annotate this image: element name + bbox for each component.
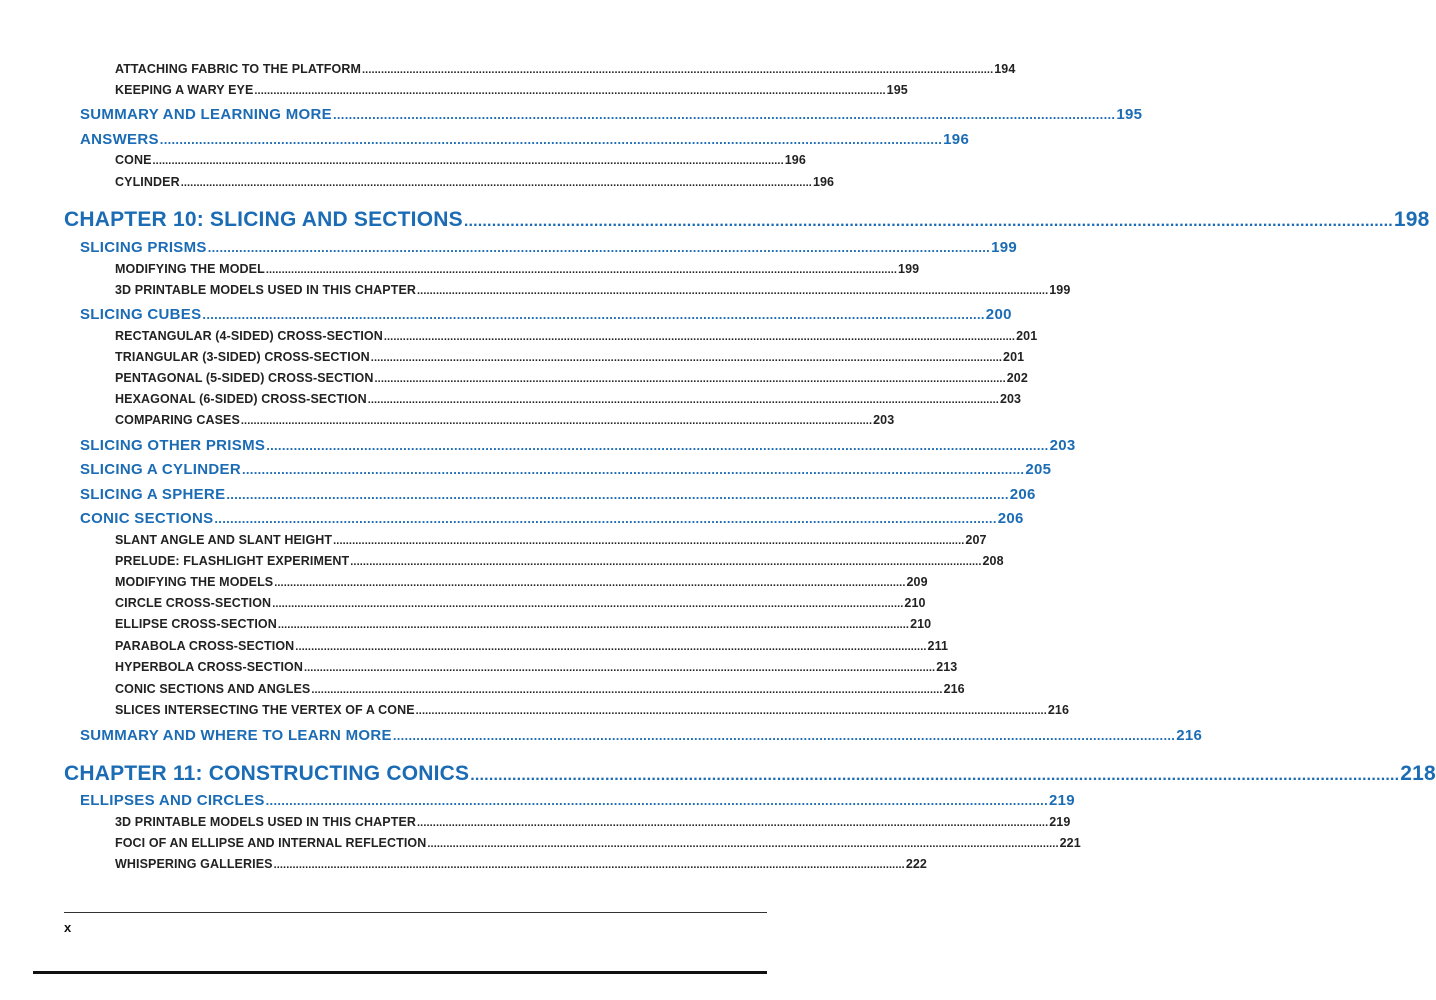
dot-leader: ........................................................................................................................................................................................................ [226, 487, 1009, 502]
dot-leader: ........................................................................................................................................................................................................ [470, 767, 1400, 784]
toc-entry-title: PARABOLA CROSS-SECTION [115, 639, 295, 653]
toc-subsection-entry [115, 262, 920, 280]
toc-chapter-entry [64, 208, 1430, 236]
toc-subsection-entry [115, 617, 932, 635]
dot-leader: ........................................................................................................................................................................................................ [417, 817, 1049, 829]
toc-page-number: 218 [1400, 762, 1436, 785]
toc-entry-title: CONIC SECTIONS AND ANGLES [115, 682, 311, 696]
toc-section-entry [80, 486, 1036, 506]
dot-leader: ........................................................................................................................................................................................................ [295, 641, 927, 653]
toc-subsection-entry [115, 857, 927, 875]
toc-page-number: 195 [1116, 106, 1143, 123]
dot-leader: ........................................................................................................................................................................................................ [362, 64, 994, 76]
dot-leader: ........................................................................................................................................................................................................ [241, 462, 1025, 477]
dot-leader: ........................................................................................................................................................................................................ [266, 438, 1049, 453]
toc-entry-title: CIRCLE CROSS-SECTION [115, 596, 272, 610]
toc-entry-title: SLANT ANGLE AND SLANT HEIGHT [115, 533, 333, 547]
dot-leader: ........................................................................................................................................................................................................ [277, 619, 910, 631]
toc-subsection-entry [115, 62, 1016, 80]
dot-leader: ........................................................................................................................................................................................................ [202, 307, 985, 322]
dot-leader: ........................................................................................................................................................................................................ [274, 577, 906, 589]
toc-page-number: 201 [1003, 350, 1025, 364]
toc-page-number: 201 [1016, 329, 1038, 343]
toc-page-number: 211 [927, 639, 948, 653]
dot-leader: ........................................................................................................................................................................................................ [159, 132, 943, 147]
toc-entry-title: PRELUDE: FLASHLIGHT EXPERIMENT [115, 554, 350, 568]
dot-leader: ........................................................................................................................................................................................................ [265, 264, 898, 276]
toc-entry-title: CHAPTER 11: CONSTRUCTING CONICS [64, 762, 470, 785]
dot-leader: ........................................................................................................................................................................................................ [370, 352, 1003, 364]
toc-page-number: 194 [994, 62, 1016, 76]
toc-section-entry [80, 131, 970, 151]
toc-entry-title: ELLIPSE CROSS-SECTION [115, 617, 277, 631]
toc-entry-title: CYLINDER [115, 175, 180, 189]
dot-leader: ........................................................................................................................................................................................................ [367, 394, 999, 406]
toc-entry-title: SLICING A CYLINDER [80, 461, 241, 478]
toc-page-number: 206 [1009, 486, 1036, 503]
toc-section-entry [80, 239, 1018, 259]
toc-subsection-entry [115, 413, 895, 431]
toc-entry-title: SLICING PRISMS [80, 239, 207, 256]
toc-subsection-entry [115, 350, 1025, 368]
dot-leader: ........................................................................................................................................................................................................ [273, 859, 905, 871]
toc-entry-title: 3D PRINTABLE MODELS USED IN THIS CHAPTER [115, 283, 417, 297]
toc-entry-title: SLICING CUBES [80, 306, 202, 323]
toc-page-number: 200 [985, 306, 1012, 323]
dot-leader: ........................................................................................................................................................................................................ [463, 213, 1393, 230]
toc-page-number: 222 [905, 857, 927, 871]
toc-subsection-entry [115, 153, 806, 171]
toc-entry-title: FOCI OF AN ELLIPSE AND INTERNAL REFLECTION [115, 836, 427, 850]
toc-entry-title: HYPERBOLA CROSS-SECTION [115, 660, 303, 674]
toc-subsection-entry [115, 596, 926, 614]
toc-subsection-entry [115, 329, 1038, 347]
toc-entry-title: MODIFYING THE MODELS [115, 575, 274, 589]
dot-leader: ........................................................................................................................................................................................................ [311, 684, 943, 696]
dot-leader: ........................................................................................................................................................................................................ [417, 285, 1049, 297]
toc-entry-title: COMPARING CASES [115, 413, 240, 427]
toc-entry-title: MODIFYING THE MODEL [115, 262, 265, 276]
toc-page-number: 219 [1049, 815, 1071, 829]
toc-entry-title: SUMMARY AND LEARNING MORE [80, 106, 332, 123]
toc-subsection-entry [115, 283, 1071, 301]
toc-page-number: 199 [1049, 283, 1071, 297]
toc-page-number: 203 [873, 413, 895, 427]
footer-rule [64, 912, 767, 913]
toc-subsection-entry [115, 815, 1071, 833]
toc-page-number: 216 [943, 682, 965, 696]
dot-leader: ........................................................................................................................................................................................................ [333, 535, 965, 547]
toc-subsection-entry [115, 836, 1081, 854]
toc-subsection-entry [115, 703, 1070, 721]
toc-subsection-entry [115, 639, 948, 657]
dot-leader: ........................................................................................................................................................................................................ [427, 838, 1059, 850]
toc-entry-title: SLICING A SPHERE [80, 486, 226, 503]
toc-page-number: 219 [1049, 792, 1075, 809]
toc-section-entry [80, 727, 1203, 747]
toc-page-number: 206 [997, 510, 1024, 527]
toc-subsection-entry [115, 660, 958, 678]
toc-section-entry [80, 437, 1076, 457]
dot-leader: ........................................................................................................................................................................................................ [350, 556, 982, 568]
toc-subsection-entry [115, 175, 835, 193]
toc-entry-title: HEXAGONAL (6-SIDED) CROSS-SECTION [115, 392, 367, 406]
toc-page-number: 202 [1006, 371, 1028, 385]
toc-page-number: 210 [910, 617, 932, 631]
toc-subsection-entry [115, 682, 965, 700]
toc-page-number: 196 [784, 153, 806, 167]
toc-entry-title: 3D PRINTABLE MODELS USED IN THIS CHAPTER [115, 815, 417, 829]
toc-section-entry [80, 306, 1012, 326]
dot-leader: ........................................................................................................................................................................................................ [272, 598, 904, 610]
toc-page-number: 207 [965, 533, 987, 547]
toc-page-number: 216 [1176, 727, 1203, 744]
toc-subsection-entry [115, 371, 1028, 389]
page-folio: x [64, 920, 72, 935]
toc-section-entry [80, 510, 1024, 530]
toc-subsection-entry [115, 554, 1004, 572]
dot-leader: ........................................................................................................................................................................................................ [207, 240, 991, 255]
dot-leader: ........................................................................................................................................................................................................ [214, 511, 997, 526]
toc-page-number: 213 [936, 660, 958, 674]
toc-entry-title: SLICES INTERSECTING THE VERTEX OF A CONE [115, 703, 415, 717]
toc-page-number: 199 [898, 262, 920, 276]
toc-page-number: 196 [943, 131, 970, 148]
toc-page-number: 203 [1049, 437, 1076, 454]
toc-entry-title: RECTANGULAR (4-SIDED) CROSS-SECTION [115, 329, 383, 343]
toc-page-number: 221 [1059, 836, 1081, 850]
toc-entry-title: ATTACHING FABRIC TO THE PLATFORM [115, 62, 362, 76]
toc-subsection-entry [115, 575, 928, 593]
toc-page-number: 203 [999, 392, 1022, 406]
dot-leader: ........................................................................................................................................................................................................ [240, 415, 873, 427]
toc-entry-title: TRIANGULAR (3-SIDED) CROSS-SECTION [115, 350, 370, 364]
toc-page-number: 199 [991, 239, 1018, 256]
dot-leader: ........................................................................................................................................................................................................ [254, 85, 886, 97]
toc-entry-title: CONIC SECTIONS [80, 510, 214, 527]
toc-page-number: 209 [906, 575, 928, 589]
toc-entry-title: SUMMARY AND WHERE TO LEARN MORE [80, 727, 392, 744]
toc-page-number: 205 [1025, 461, 1052, 478]
toc-section-entry [80, 792, 1075, 812]
toc-page-number: 208 [982, 554, 1004, 568]
dot-leader: ........................................................................................................................................................................................................ [180, 177, 812, 189]
dot-leader: ........................................................................................................................................................................................................ [265, 793, 1049, 808]
toc-entry-title: CHAPTER 10: SLICING AND SECTIONS [64, 208, 463, 231]
dot-leader: ........................................................................................................................................................................................................ [374, 373, 1006, 385]
toc-subsection-entry [115, 533, 987, 551]
toc-subsection-entry [115, 392, 1022, 410]
toc-entry-title: ANSWERS [80, 131, 159, 148]
toc-entry-title: ELLIPSES AND CIRCLES [80, 792, 265, 809]
toc-entry-title: WHISPERING GALLERIES [115, 857, 273, 871]
toc-page-number: 198 [1393, 208, 1430, 231]
toc-page-number: 216 [1047, 703, 1070, 717]
toc-section-entry [80, 461, 1052, 481]
toc-section-entry [80, 106, 1143, 126]
toc-page-number: 195 [886, 83, 908, 97]
toc-entry-title: SLICING OTHER PRISMS [80, 437, 266, 454]
dot-leader: ........................................................................................................................................................................................................ [392, 728, 1176, 743]
toc-entry-title: KEEPING A WARY EYE [115, 83, 254, 97]
dot-leader: ........................................................................................................................................................................................................ [332, 107, 1116, 122]
dot-leader: ........................................................................................................................................................................................................ [303, 662, 936, 674]
bottom-rule [33, 971, 767, 974]
toc-page-number: 210 [904, 596, 926, 610]
dot-leader: ........................................................................................................................................................................................................ [152, 155, 784, 167]
dot-leader: ........................................................................................................................................................................................................ [383, 331, 1016, 343]
toc-page-number: 196 [812, 175, 835, 189]
toc-entry-title: CONE [115, 153, 152, 167]
toc-chapter-entry [64, 762, 1436, 790]
toc-entry-title: PENTAGONAL (5-SIDED) CROSS-SECTION [115, 371, 374, 385]
dot-leader: ........................................................................................................................................................................................................ [415, 705, 1047, 717]
toc-subsection-entry [115, 83, 908, 101]
